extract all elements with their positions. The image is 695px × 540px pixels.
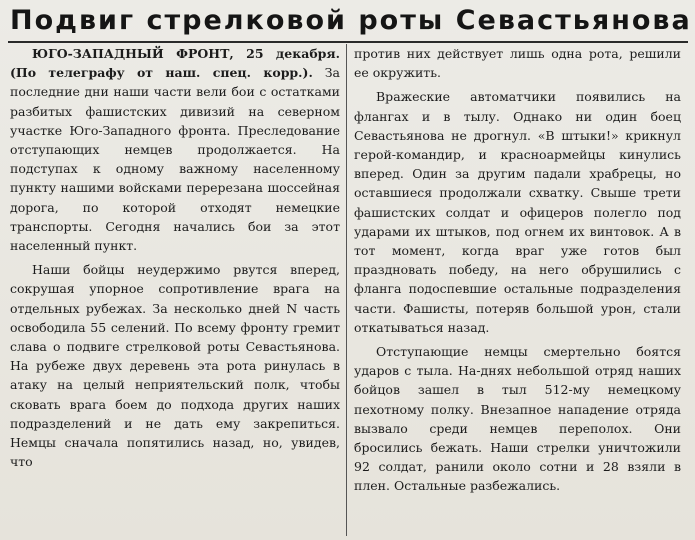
paragraph-4: Вражеские автоматчики появились на флангах и в тылу. Однако ни один боец Севастьянова не дрогнул. «В штыки!» крикнул герой-командир, и красноармейцы кинулись вперед. Один за другим падали храбрецы, но оставшиеся продолжали схватку. Свыше трети фашистских солдат и офицеров полегло под ударами их штыков, под огнем их винтовок. А в тот момент, когда враг уже готов был праздновать победу, на него обрушились с фланга подоспевшие остальные подразделения части. Фашисты, потеряв большой урон, стали откатываться назад. [354,89,681,335]
paragraph-3: против них действует лишь одна рота, решили ее окружить. [354,46,681,81]
dateline: ЮГО-ЗАПАДНЫЙ ФРОНТ, 25 декабря. [32,46,340,61]
column-left [10,44,340,471]
source-credit: (По телеграфу от наш. спец. корр.). [10,65,313,81]
paragraph-2: Наши бойцы неудержимо рвутся вперед, сокрушая упорное сопротивление врага на отдельных рубежах. За несколько дней N часть освободила 55 селений. По всему фронту гремит слава о подвиге стрелковой роты Севастьянова. На рубеже двух деревень эта рота ринулась в атаку на целый неприятельский полк, чтобы сковать врага боем до подхода других наших подразделений и не дать ему закрепиться. Немцы сначала попятились назад, но, увидев, что [10,262,340,470]
article-headline: Подвиг стрелковой роты Севастьянова [10,5,692,36]
lead-text: За последние дни наши части вели бои с остатками разбитых фашистских дивизий на северном участке Юго-Западного фронта. Преследование отступающих немцев продолжается. На подступах к одному важному населенному пункту нашими войсками перерезана шоссейная дорога, по которой отходят немецкие транспорты. Сегодня начались бои за этот населенный пункт. [10,65,340,254]
headline-rule [8,41,688,43]
column-divider [346,44,347,536]
paragraph-lead [10,44,340,255]
column-right [354,44,681,496]
paragraph-5: Отступающие немцы смертельно боятся ударов с тыла. На-днях небольшой отряд наших бойцов зашел в тыл 512-му немецкому пехотному полку. Внезапное нападение отряда вызвало среди немцев переполох. Они бросились бежать. Наши стрелки уничтожили 92 солдат, ранили около сотни и 28 взяли в плен. Остальные разбежались. [354,344,681,494]
